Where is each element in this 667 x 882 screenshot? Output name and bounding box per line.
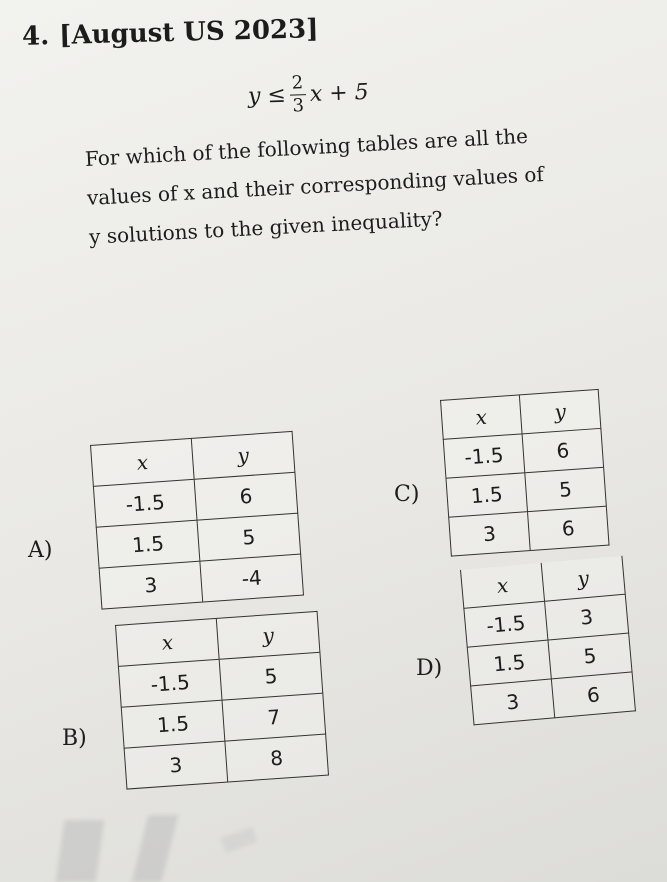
cell-x: 3 xyxy=(449,512,531,556)
problem-header xyxy=(22,14,319,52)
option-b-label[interactable]: B) xyxy=(62,726,87,751)
cell-y: 5 xyxy=(548,633,632,679)
cell-x: 1.5 xyxy=(467,640,551,686)
cell-y: 6 xyxy=(528,506,610,550)
cell-y: 6 xyxy=(551,672,635,718)
cell-x: -1.5 xyxy=(118,659,222,707)
header-y: y xyxy=(519,389,601,433)
cell-x: 3 xyxy=(471,679,555,725)
option-d-table[interactable] xyxy=(460,556,636,726)
problem-source: [August US 2023] xyxy=(58,14,319,51)
fraction-numerator: 2 xyxy=(291,72,304,94)
header-y: y xyxy=(216,611,320,659)
option-a-label[interactable]: A) xyxy=(28,538,53,563)
header-x: x xyxy=(91,438,195,486)
option-c-table[interactable] xyxy=(440,389,610,557)
question-line: For which of the following tables are all the xyxy=(84,123,529,171)
question-text xyxy=(84,115,559,256)
fraction-denominator: 3 xyxy=(292,95,305,117)
cell-y: 6 xyxy=(194,472,298,520)
glare-mark xyxy=(220,827,257,854)
header-x: x xyxy=(116,618,220,666)
option-b-table[interactable] xyxy=(115,611,329,790)
option-a-table[interactable] xyxy=(90,431,304,610)
cell-y: -4 xyxy=(200,554,304,602)
cell-y: 8 xyxy=(225,734,329,782)
cell-x: -1.5 xyxy=(464,601,548,647)
cell-y: 7 xyxy=(222,693,326,741)
header-x: x xyxy=(460,563,544,608)
header-y: y xyxy=(541,556,625,601)
inequality-lhs: y ≤ xyxy=(247,82,287,110)
cell-x: 3 xyxy=(99,561,203,609)
header-x: x xyxy=(441,395,523,439)
cell-y: 3 xyxy=(545,594,629,640)
cell-x: -1.5 xyxy=(93,479,197,527)
header-y: y xyxy=(191,431,295,479)
cell-x: 3 xyxy=(124,741,228,789)
inequality-rhs: x + 5 xyxy=(309,79,370,107)
cell-x: -1.5 xyxy=(443,434,525,478)
cell-y: 5 xyxy=(525,467,607,511)
cell-y: 6 xyxy=(522,428,604,472)
option-c-label[interactable]: C) xyxy=(394,482,420,507)
cell-y: 5 xyxy=(197,513,301,561)
glare-mark xyxy=(56,820,105,882)
glare-mark xyxy=(132,815,179,882)
option-d-label[interactable]: D) xyxy=(416,656,443,681)
cell-x: 1.5 xyxy=(96,520,200,568)
inequality xyxy=(247,72,369,117)
question-line: y solutions to the given inequality? xyxy=(88,206,444,249)
cell-y: 5 xyxy=(219,652,323,700)
question-line: values of x and their corresponding values of xyxy=(86,162,545,210)
inequality-fraction xyxy=(289,74,306,116)
cell-x: 1.5 xyxy=(446,473,528,517)
cell-x: 1.5 xyxy=(121,700,225,748)
problem-number: 4. xyxy=(21,21,50,52)
